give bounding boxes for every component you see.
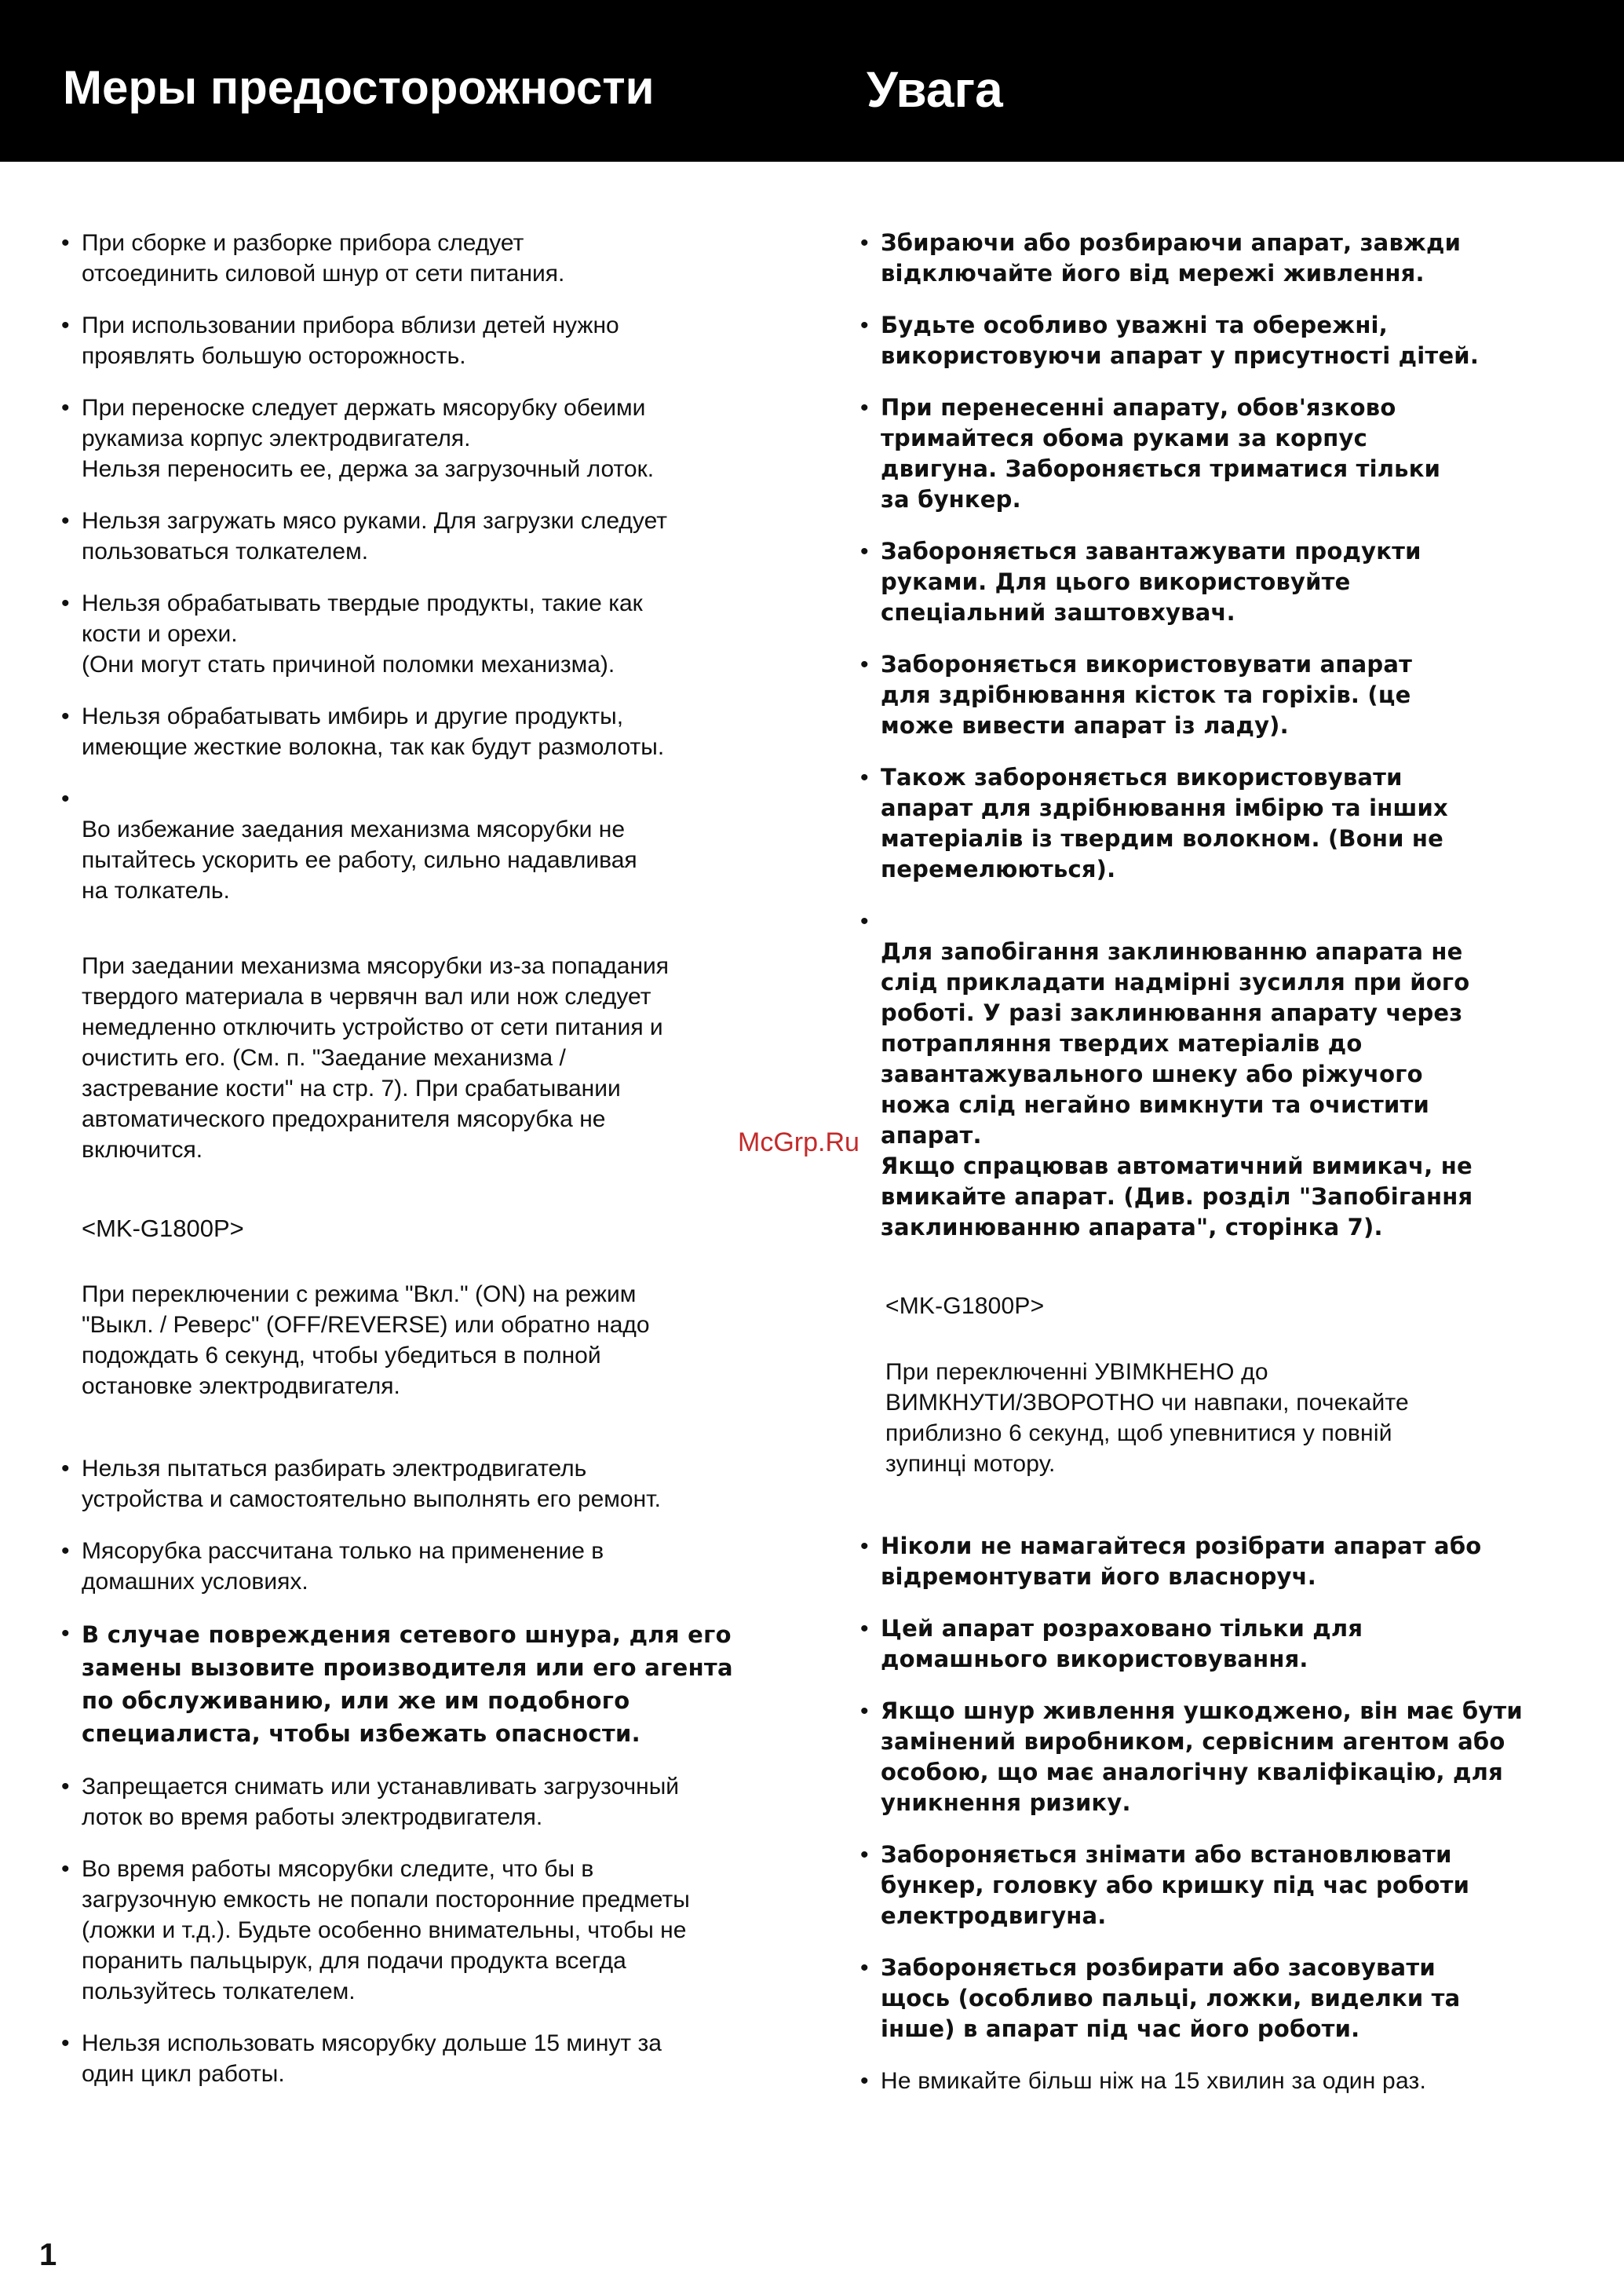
bullet-icon: • (61, 1456, 70, 1482)
list-item (60, 393, 801, 484)
bullet-icon: • (860, 539, 869, 565)
header-band (0, 0, 1624, 162)
bullet-icon: • (860, 2068, 869, 2094)
bullet-icon: • (860, 908, 869, 934)
precaution-text: Нельзя загружать мясо руками. Для загрузки следует пользоваться толкателем. (82, 508, 668, 565)
precaution-block (859, 906, 1557, 1510)
list-item (859, 228, 1557, 289)
model-note: При переключенні УВІМКНЕНО до ВИМКНУТИ/ЗВОРОТНО чи навпаки, почекайте приблизно 6 секунд, щоб упевнитися у повній зупинці мотору. (885, 1359, 1409, 1477)
list-item (859, 1531, 1557, 1592)
precautions-ru (60, 228, 801, 2110)
bullet-icon: • (61, 230, 70, 256)
list-item (60, 310, 801, 371)
precaution-text: Нельзя обрабатывать твердые продукты, такие как кости и орехи. (Они могут стать причиной поломки механизма). (82, 590, 643, 678)
jam-note: При заедании механизма мясорубки из-за попадания твердого материала в червячн вал или нож следует немедленно отключить устройство от сети питания и очистить его. (См. п. "Заедание механизма / застревание кости" на стр. 7). При срабатывании автоматического предохранителя мясорубка не включится. (82, 953, 670, 1163)
bullet-icon: • (860, 395, 869, 421)
precaution-text: Будьте особливо уважні та обережні, використовуючи апарат у присутності дітей. (881, 312, 1480, 369)
precaution-text: Нельзя пытаться разбирать электродвигатель устройства и самостоятельно выполнять его ремонт. (82, 1456, 661, 1512)
precaution-text: Во избежание заедания механизма мясорубки не пытайтесь ускорить ее работу, сильно надавливая на толкатель. (82, 817, 637, 904)
bullet-icon: • (61, 703, 70, 729)
precaution-text: Якщо шнур живлення ушкоджено, він має бути замінений виробником, сервісним агентом або особою, що має аналогічну кваліфікацію, для уникнення ризику. (881, 1697, 1523, 1816)
precaution-text: В случае повреждения сетевого шнура, для его замены вызовите производителя или его агента по обслуживанию, или же им подобного специалиста, чтобы избежать опасности. (82, 1621, 733, 1747)
precaution-text: Запрещается снимать или устанавливать загрузочный лоток во время работы электродвигателя. (82, 1774, 680, 1830)
precaution-text: Забороняється завантажувати продукти руками. Для цього використовуйте спеціальний заштовхувач. (881, 538, 1421, 626)
precaution-text: При использовании прибора вблизи детей нужно проявлять большую осторожность. (82, 312, 619, 369)
list-item (60, 228, 801, 289)
list-item (60, 701, 801, 762)
title-ua: Увага (867, 61, 1003, 118)
list-item (859, 310, 1557, 371)
precaution-text: При сборке и разборке прибора следует отсоединить силовой шнур от сети питания. (82, 230, 565, 287)
bullet-icon: • (860, 312, 869, 338)
list-item (859, 2066, 1557, 2096)
list-item (859, 393, 1557, 515)
list-item (60, 1854, 801, 2007)
list-item (60, 784, 801, 1432)
bullet-icon: • (61, 786, 70, 812)
precaution-text: Нельзя использовать мясорубку дольше 15 минут за один цикл работы. (82, 2030, 662, 2087)
precaution-text: При перенесенні апарату, обов'язково тримайтеся обома руками за корпус двигуна. Забороняється триматися тільки за бункер. (881, 394, 1441, 513)
precaution-text: Мясорубка рассчитана только на применение в домашних условиях. (82, 1538, 604, 1595)
list-item (60, 1771, 801, 1832)
list-item (859, 1613, 1557, 1675)
bullet-icon: • (860, 765, 869, 791)
precaution-text: Збираючи або розбираючи апарат, завжди відключайте його від мережі живлення. (881, 229, 1462, 287)
bullet-icon: • (860, 1698, 869, 1724)
list-item (859, 536, 1557, 628)
model-label: <MK-G1800P> (885, 1293, 1045, 1319)
precaution-text: Забороняється використовувати апарат для здрібнювання кісток та горіхів. (це може вивести апарат із ладу). (881, 651, 1413, 739)
list-item (60, 2028, 801, 2089)
bullet-icon: • (61, 2030, 70, 2056)
list-item (60, 1453, 801, 1515)
precaution-text: Ніколи не намагайтеся розібрати апарат або відремонтувати його власноруч. (881, 1533, 1482, 1590)
precaution-text: Для запобігання заклинюванню апарата не слід прикладати надмірні зусилля при його роботі. У разі заклинювання апарату через потрапляння твердих матеріалів до завантажувального шнеку або ріжучого ножа слід негайно вимкнути та очистити апарат. Якщо спрацював автоматичний вимикач, не вмикайте апарат. (Див. розділ "Запобігання заклинюванню апарата", сторінка 7). (881, 938, 1473, 1241)
list-item (859, 906, 1557, 1510)
bullet-icon: • (860, 1533, 869, 1559)
precaution-text: Цей апарат розраховано тільки для домашнього використовування. (881, 1615, 1363, 1672)
list-item (859, 1953, 1557, 2044)
precautions-ua (859, 228, 1557, 2117)
bullet-icon: • (860, 230, 869, 256)
precaution-text: Не вмикайте більш ніж на 15 хвилин за один раз. (881, 2068, 1426, 2094)
bullet-icon: • (860, 1616, 869, 1642)
list-item (60, 1536, 801, 1597)
watermark: McGrp.Ru (738, 1127, 859, 1157)
precaution-text: Нельзя обрабатывать имбирь и другие продукты, имеющие жесткие волокна, так как будут размолоты. (82, 703, 665, 760)
bullet-icon: • (61, 1621, 70, 1646)
page-number: 1 (39, 2238, 57, 2272)
list-item (859, 649, 1557, 741)
bullet-icon: • (860, 652, 869, 678)
bullet-icon: • (860, 1955, 869, 1981)
list-item (859, 1840, 1557, 1931)
title-ru: Меры предосторожности (63, 61, 655, 114)
list-item (859, 1696, 1557, 1818)
list-item (859, 762, 1557, 885)
bullet-icon: • (61, 1538, 70, 1564)
bullet-icon: • (61, 508, 70, 534)
bullet-icon: • (61, 590, 70, 616)
model-note: При переключении с режима "Вкл." (ON) на режим "Выкл. / Реверс" (OFF/REVERSE) или обратно надо подождать 6 секунд, чтобы убедиться в полной остановке электродвигателя. (82, 1281, 650, 1399)
precaution-text: Забороняється знімати або встановлювати бункер, головку або кришку під час роботи електродвигуна. (881, 1841, 1470, 1929)
list-item (60, 1618, 801, 1750)
list-item (60, 588, 801, 680)
precaution-block (60, 784, 801, 1432)
precaution-text: Також забороняється використовувати апарат для здрібнювання імбірю та інших матеріалів із твердим волокном. (Вони не перемелюються). (881, 764, 1448, 882)
bullet-icon: • (61, 1856, 70, 1882)
precaution-text: Забороняється розбирати або засовувати щось (особливо пальці, ложки, виделки та інше) в апарат під час його роботи. (881, 1954, 1461, 2042)
precaution-text: При переноске следует держать мясорубку обеими рукамиза корпус электродвигателя. Нельзя переносить ее, держа за загрузочный лоток. (82, 395, 655, 482)
precaution-text: Во время работы мясорубки следите, что бы в загрузочную емкость не попали посторонние предметы (ложки и т.д.). Будьте особенно внимательны, чтобы не поранить пальцырук, для подачи продукта всегда пользуйтесь толкателем. (82, 1856, 690, 2004)
bullet-icon: • (61, 1774, 70, 1800)
bullet-icon: • (61, 395, 70, 421)
bullet-icon: • (61, 312, 70, 338)
model-label: <MK-G1800P> (82, 1215, 244, 1242)
list-item (60, 506, 801, 567)
bullet-icon: • (860, 1842, 869, 1868)
